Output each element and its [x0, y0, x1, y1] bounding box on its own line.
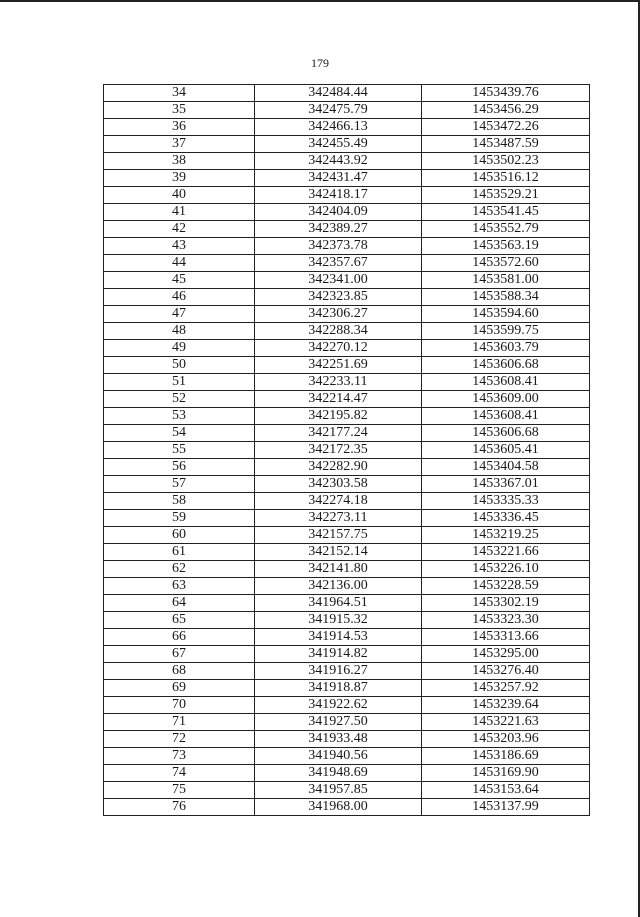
- table-row: [104, 119, 590, 136]
- y-coordinate-cell: 1453588.34: [422, 289, 590, 306]
- y-coordinate-cell: 1453608.41: [422, 408, 590, 425]
- x-coordinate-cell: 342233.11: [255, 374, 422, 391]
- table-row: [104, 799, 590, 816]
- x-coordinate-cell: 342431.47: [255, 170, 422, 187]
- point-number-cell: 43: [104, 238, 255, 255]
- y-coordinate-cell: 1453472.26: [422, 119, 590, 136]
- y-coordinate-cell: 1453609.00: [422, 391, 590, 408]
- x-coordinate-cell: 342274.18: [255, 493, 422, 510]
- table-row: [104, 527, 590, 544]
- table-row: [104, 765, 590, 782]
- point-number-cell: 55: [104, 442, 255, 459]
- y-coordinate-cell: 1453456.29: [422, 102, 590, 119]
- y-coordinate-cell: 1453367.01: [422, 476, 590, 493]
- y-coordinate-cell: 1453603.79: [422, 340, 590, 357]
- y-coordinate-cell: 1453295.00: [422, 646, 590, 663]
- y-coordinate-cell: 1453221.66: [422, 544, 590, 561]
- point-number-cell: 73: [104, 748, 255, 765]
- y-coordinate-cell: 1453581.00: [422, 272, 590, 289]
- y-coordinate-cell: 1453276.40: [422, 663, 590, 680]
- table-row: [104, 153, 590, 170]
- y-coordinate-cell: 1453606.68: [422, 357, 590, 374]
- x-coordinate-cell: 342373.78: [255, 238, 422, 255]
- x-coordinate-cell: 342270.12: [255, 340, 422, 357]
- y-coordinate-cell: 1453594.60: [422, 306, 590, 323]
- point-number-cell: 38: [104, 153, 255, 170]
- point-number-cell: 44: [104, 255, 255, 272]
- point-number-cell: 49: [104, 340, 255, 357]
- table-row: [104, 204, 590, 221]
- x-coordinate-cell: 342141.80: [255, 561, 422, 578]
- x-coordinate-cell: 342323.85: [255, 289, 422, 306]
- x-coordinate-cell: 342214.47: [255, 391, 422, 408]
- y-coordinate-cell: 1453487.59: [422, 136, 590, 153]
- page-number: 179: [311, 56, 329, 70]
- y-coordinate-cell: 1453572.60: [422, 255, 590, 272]
- y-coordinate-cell: 1453336.45: [422, 510, 590, 527]
- table-row: [104, 578, 590, 595]
- x-coordinate-cell: 341933.48: [255, 731, 422, 748]
- point-number-cell: 74: [104, 765, 255, 782]
- x-coordinate-cell: 342152.14: [255, 544, 422, 561]
- y-coordinate-cell: 1453302.19: [422, 595, 590, 612]
- table-row: [104, 510, 590, 527]
- table-row: [104, 612, 590, 629]
- table-row: [104, 595, 590, 612]
- y-coordinate-cell: 1453529.21: [422, 187, 590, 204]
- point-number-cell: 69: [104, 680, 255, 697]
- x-coordinate-cell: 342484.44: [255, 85, 422, 102]
- point-number-cell: 45: [104, 272, 255, 289]
- y-coordinate-cell: 1453605.41: [422, 442, 590, 459]
- x-coordinate-cell: 342177.24: [255, 425, 422, 442]
- x-coordinate-cell: 341915.32: [255, 612, 422, 629]
- table-row: [104, 85, 590, 102]
- point-number-cell: 62: [104, 561, 255, 578]
- y-coordinate-cell: 1453606.68: [422, 425, 590, 442]
- table-row: [104, 425, 590, 442]
- point-number-cell: 59: [104, 510, 255, 527]
- point-number-cell: 71: [104, 714, 255, 731]
- x-coordinate-cell: 342418.17: [255, 187, 422, 204]
- y-coordinate-cell: 1453239.64: [422, 697, 590, 714]
- table-row: [104, 442, 590, 459]
- table-row: [104, 697, 590, 714]
- point-number-cell: 39: [104, 170, 255, 187]
- point-number-cell: 58: [104, 493, 255, 510]
- point-number-cell: 46: [104, 289, 255, 306]
- x-coordinate-cell: 341918.87: [255, 680, 422, 697]
- point-number-cell: 70: [104, 697, 255, 714]
- y-coordinate-cell: 1453599.75: [422, 323, 590, 340]
- table-row: [104, 459, 590, 476]
- x-coordinate-cell: 342288.34: [255, 323, 422, 340]
- point-number-cell: 42: [104, 221, 255, 238]
- table-row: [104, 357, 590, 374]
- table-row: [104, 102, 590, 119]
- point-number-cell: 60: [104, 527, 255, 544]
- x-coordinate-cell: 342136.00: [255, 578, 422, 595]
- point-number-cell: 40: [104, 187, 255, 204]
- point-number-cell: 65: [104, 612, 255, 629]
- point-number-cell: 66: [104, 629, 255, 646]
- table-row: [104, 782, 590, 799]
- x-coordinate-cell: 341916.27: [255, 663, 422, 680]
- table-row: [104, 340, 590, 357]
- point-number-cell: 50: [104, 357, 255, 374]
- table-row: [104, 663, 590, 680]
- y-coordinate-cell: 1453169.90: [422, 765, 590, 782]
- y-coordinate-cell: 1453516.12: [422, 170, 590, 187]
- y-coordinate-cell: 1453137.99: [422, 799, 590, 816]
- y-coordinate-cell: 1453552.79: [422, 221, 590, 238]
- y-coordinate-cell: 1453335.33: [422, 493, 590, 510]
- x-coordinate-cell: 342475.79: [255, 102, 422, 119]
- point-number-cell: 57: [104, 476, 255, 493]
- table-row: [104, 731, 590, 748]
- y-coordinate-cell: 1453257.92: [422, 680, 590, 697]
- point-number-cell: 41: [104, 204, 255, 221]
- table-row: [104, 221, 590, 238]
- y-coordinate-cell: 1453502.23: [422, 153, 590, 170]
- x-coordinate-cell: 341940.56: [255, 748, 422, 765]
- x-coordinate-cell: 342466.13: [255, 119, 422, 136]
- x-coordinate-cell: 341968.00: [255, 799, 422, 816]
- point-number-cell: 53: [104, 408, 255, 425]
- y-coordinate-cell: 1453228.59: [422, 578, 590, 595]
- table-row: [104, 629, 590, 646]
- point-number-cell: 67: [104, 646, 255, 663]
- table-row: [104, 255, 590, 272]
- point-number-cell: 54: [104, 425, 255, 442]
- point-number-cell: 34: [104, 85, 255, 102]
- point-number-cell: 48: [104, 323, 255, 340]
- table-row: [104, 170, 590, 187]
- x-coordinate-cell: 342389.27: [255, 221, 422, 238]
- y-coordinate-cell: 1453439.76: [422, 85, 590, 102]
- point-number-cell: 61: [104, 544, 255, 561]
- x-coordinate-cell: 342195.82: [255, 408, 422, 425]
- x-coordinate-cell: 341964.51: [255, 595, 422, 612]
- x-coordinate-cell: 341922.62: [255, 697, 422, 714]
- point-number-cell: 75: [104, 782, 255, 799]
- x-coordinate-cell: 342443.92: [255, 153, 422, 170]
- point-number-cell: 52: [104, 391, 255, 408]
- coordinates-table-body: [104, 85, 590, 816]
- point-number-cell: 36: [104, 119, 255, 136]
- page-edge-top: [0, 0, 640, 2]
- x-coordinate-cell: 342282.90: [255, 459, 422, 476]
- table-row: [104, 561, 590, 578]
- point-number-cell: 37: [104, 136, 255, 153]
- x-coordinate-cell: 342341.00: [255, 272, 422, 289]
- table-row: [104, 714, 590, 731]
- x-coordinate-cell: 341914.53: [255, 629, 422, 646]
- x-coordinate-cell: 341957.85: [255, 782, 422, 799]
- x-coordinate-cell: 342357.67: [255, 255, 422, 272]
- table-row: [104, 646, 590, 663]
- x-coordinate-cell: 341914.82: [255, 646, 422, 663]
- y-coordinate-cell: 1453226.10: [422, 561, 590, 578]
- coordinates-table: [103, 84, 590, 816]
- table-row: [104, 306, 590, 323]
- x-coordinate-cell: 342251.69: [255, 357, 422, 374]
- y-coordinate-cell: 1453404.58: [422, 459, 590, 476]
- table-row: [104, 408, 590, 425]
- point-number-cell: 47: [104, 306, 255, 323]
- x-coordinate-cell: 342455.49: [255, 136, 422, 153]
- x-coordinate-cell: 342172.35: [255, 442, 422, 459]
- x-coordinate-cell: 342306.27: [255, 306, 422, 323]
- table-row: [104, 374, 590, 391]
- y-coordinate-cell: 1453608.41: [422, 374, 590, 391]
- x-coordinate-cell: 342157.75: [255, 527, 422, 544]
- y-coordinate-cell: 1453221.63: [422, 714, 590, 731]
- x-coordinate-cell: 342404.09: [255, 204, 422, 221]
- table-row: [104, 289, 590, 306]
- x-coordinate-cell: 341927.50: [255, 714, 422, 731]
- y-coordinate-cell: 1453323.30: [422, 612, 590, 629]
- table-row: [104, 476, 590, 493]
- table-row: [104, 187, 590, 204]
- y-coordinate-cell: 1453541.45: [422, 204, 590, 221]
- y-coordinate-cell: 1453203.96: [422, 731, 590, 748]
- table-row: [104, 391, 590, 408]
- x-coordinate-cell: 342273.11: [255, 510, 422, 527]
- point-number-cell: 76: [104, 799, 255, 816]
- x-coordinate-cell: 342303.58: [255, 476, 422, 493]
- table-row: [104, 323, 590, 340]
- table-row: [104, 680, 590, 697]
- x-coordinate-cell: 341948.69: [255, 765, 422, 782]
- table-row: [104, 238, 590, 255]
- point-number-cell: 64: [104, 595, 255, 612]
- table-row: [104, 544, 590, 561]
- table-row: [104, 493, 590, 510]
- point-number-cell: 56: [104, 459, 255, 476]
- point-number-cell: 68: [104, 663, 255, 680]
- table-row: [104, 136, 590, 153]
- point-number-cell: 35: [104, 102, 255, 119]
- point-number-cell: 72: [104, 731, 255, 748]
- table-row: [104, 272, 590, 289]
- point-number-cell: 51: [104, 374, 255, 391]
- point-number-cell: 63: [104, 578, 255, 595]
- y-coordinate-cell: 1453563.19: [422, 238, 590, 255]
- table-row: [104, 748, 590, 765]
- y-coordinate-cell: 1453153.64: [422, 782, 590, 799]
- y-coordinate-cell: 1453186.69: [422, 748, 590, 765]
- y-coordinate-cell: 1453313.66: [422, 629, 590, 646]
- y-coordinate-cell: 1453219.25: [422, 527, 590, 544]
